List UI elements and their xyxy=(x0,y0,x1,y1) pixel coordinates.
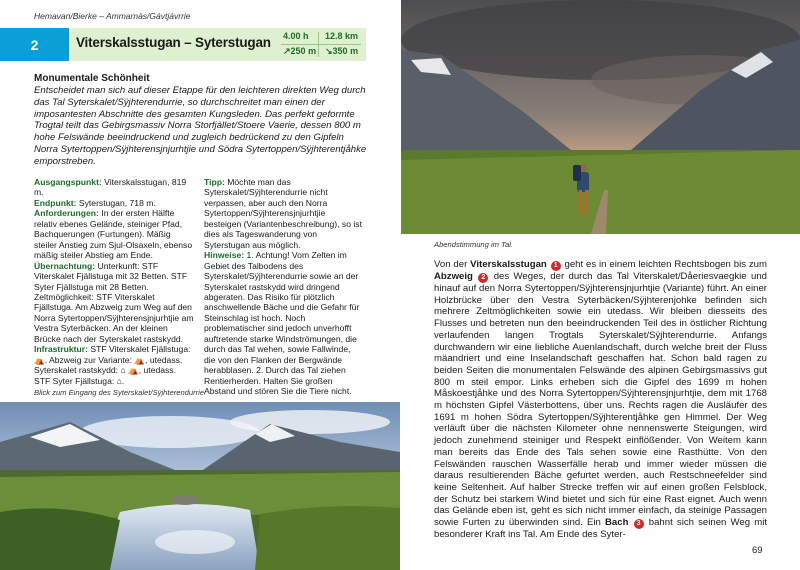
descent-arrow-icon: ↘ xyxy=(325,46,333,56)
valley-entrance-photo xyxy=(0,402,400,570)
notes-label: Hinweise: xyxy=(204,250,245,261)
tip-label: Tipp: xyxy=(204,177,225,187)
stat-time: 4.00 h xyxy=(283,31,309,41)
tour-title: Viterskalsstugan – Syterstugan xyxy=(76,35,271,50)
caption-left-photo: Blick zum Eingang des Syterskalet/Sÿjhterendurrie. xyxy=(34,388,207,397)
end-text: Syterstugan, 718 m. xyxy=(76,197,156,208)
requirements-label: Anforderungen: xyxy=(34,208,99,219)
overnight-label: Übernachtung: xyxy=(34,260,96,271)
infrastructure-text: STF Viterskalet Fjällstuga: ⛺. Abzweig zur Variante: ⛺, utedass. Syterskalet rastskydd: ⌂ ⛺, utedass. STF Syter Fjällstuga: ⌂. xyxy=(34,344,191,386)
stat-ascent: ↗250 m xyxy=(283,46,317,56)
route-description: Von der Viterskalsstugan 1 geht es in einem leichten Rechtsbogen bis zum Abzweig 2 des Weges, der durch das Tal Viterskalet/Dåeriesvaegkie und hinauf auf den Norra Sytertoppen/Sÿjhterensjnjurhtjie (Variante) führt. An einer Holzbrücke über den Vestra Syterbäcken/Sÿjhterenjohke befinden sich mehrere Zeltmöglichkeiten sowie ein utedass. Wir bleiben diesseits des Flusses und betreten nun den beeindruckenden Teil des in östlicher Richtung verlaufenden langen Trogtals Syterskalet/Sÿjhterendurrie. Anfangs durchwandern wir eine liebliche Auenlandschaft, durch welche breit der Fluss mäandriert und eine Inselandschaft geschaffen hat. Schon bald ragen zu beiden Seiten die monumentalen Felswände des alpinen Gebirgsmassivs gut 800 m steil empor. Links erheben sich die Gipfel des 1699 m hohen Måskoestjåhke und des Norra Sytertoppen/Sÿjhterensjnjurhtjie, dem mit 1768 m höchsten Gipfel Västerbottens, über uns. Rechts ragen die Ausläufer des 1691 m hohen Södra Sytertoppen/Sÿjhterentjåhke gen Himmel. Der Weg verläuft über die nächsten Kilometer ohne nennenswerte Steigungen, wird jedoch zunehmend steiniger und Respekt einflößender. Von Weitem kann man bereits das Ende des Tals sehen sowie eine Rasthütte. Von den Felswänden rauschen Wasserfälle herab und immer wieder müssen die daraus resultierenden Bäche gefurtet werden, auch Restschneefelder sind keine Seltenheit. Auf halber Strecke treffen wir auf einen großen Felsblock, der Schutz bei starkem Wind bietet und sich für eine Rast eignet. Auch wenn das Gelände eben ist, geht es sich nicht immer einfach, da steinige Passagen sowie Furten zu überwinden sind. Ein Bach 3 bahnt sich seinen Weg mit besonderer Kraft ins Tal. Am Ende des Syter- xyxy=(434,259,767,541)
stat-descent: ↘350 m xyxy=(325,46,359,56)
start-text: Viterskalsstugan, 819 m. xyxy=(34,177,187,198)
waypoint-marker-2: 2 xyxy=(478,273,488,283)
running-head: Hemavan/Bierke – Ammarnäs/Gávtjávrrie xyxy=(34,11,191,21)
ascent-arrow-icon: ↗ xyxy=(283,46,291,56)
requirements-text: In der ersten Hälfte relativ ebenes Gelände, steiniger Pfad, Bachquerungen (Furtungen). Mäßig steiler Anstieg zum Sjul-Olsaxeln, ebenso mäßig steiler Abstieg am Ende. xyxy=(34,208,193,261)
caption-right-photo: Abendstimmung im Tal. xyxy=(434,240,514,249)
waypoint-marker-3: 3 xyxy=(634,519,644,529)
notes-text: 1. Achtung! Vom Zelten im Gebiet des Talbodens des Syterskalet/Sÿjhterendurrie sowie an der Syterskalet rastskydd wird dringend abgeraten. Das Risiko für plötzlich anschwellende Bäche und die Gefahr für Steinschlag ist hoch. Noch problematischer sind jedoch unverhofft auftretende starke Windströmungen, die durch das Tal wehen, sowie Fallwinde, die von den Flanken der Bergwände herabblasen. 2. Durch das Tal ziehen Rentierherden. Halten Sie großen Abstand und stören Sie die Tiere nicht. xyxy=(204,250,360,397)
waypoint-abzweig: Abzweig xyxy=(434,271,473,282)
evening-valley-photo xyxy=(401,0,800,234)
info-column-left xyxy=(34,177,194,386)
waypoint-marker-1: 1 xyxy=(551,261,561,271)
subtitle: Monumentale Schönheit xyxy=(34,73,150,84)
stat-distance: 12.8 km xyxy=(325,31,359,41)
info-column-right xyxy=(204,177,364,397)
waypoint-viterskalsstugan: Viterskalsstugan xyxy=(470,259,547,270)
stats-divider-h xyxy=(281,44,361,45)
end-label: Endpunkt: xyxy=(34,197,77,208)
infrastructure-label: Infrastruktur: xyxy=(34,344,88,355)
start-label: Ausgangspunkt: xyxy=(34,177,102,187)
tour-number: 2 xyxy=(0,28,69,61)
tip-text: Möchte man das Syterskalet/Sÿjhterendurrie nicht verpassen, aber auch den Norra Sytertoppen/Sÿjhterensjnjurhtjie besteigen (Variantenbeschreibung), so ist dies als Tageswanderung von Syterstugan aus möglich. xyxy=(204,177,362,250)
page-number: 69 xyxy=(752,545,763,556)
intro-text: Entscheidet man sich auf dieser Etappe für den leichteren direkten Weg durch das Tal Syterskalet/Sÿjhterendurrie, so durchschreitet man einen der imposantesten Abschnitte des gesamten Kungsleden. Das perfekt geformte Trogtal teilt das Gebirgsmassiv Norra Storfjället/Stoere Vaerie, dessen 800 m hohe Felswände beeindruckend und zugleich bedrückend zu den Gipfeln Norra Sytertoppen/Sÿjhterensjnjurhtjie und Södra Sytertoppen/Sÿjhterentjåhke emporstreben. xyxy=(34,85,367,167)
waypoint-bach: Bach xyxy=(604,517,629,529)
tour-stats xyxy=(277,30,363,59)
overnight-text: Unterkunft: STF Viterskalet Fjällstuga mit 32 Betten. STF Syter Fjällstuga mit 28 Betten. Zeltmöglichkeit: STF Viterskalet Fjällstuga. Am Abzweig zum Weg auf den Norra Sytertoppen/Sÿjhterensjnjurhtjie am Vestra Syterbäcken. An der kleinen Brücke nach der Syterskalet rastskydd. xyxy=(34,260,194,344)
